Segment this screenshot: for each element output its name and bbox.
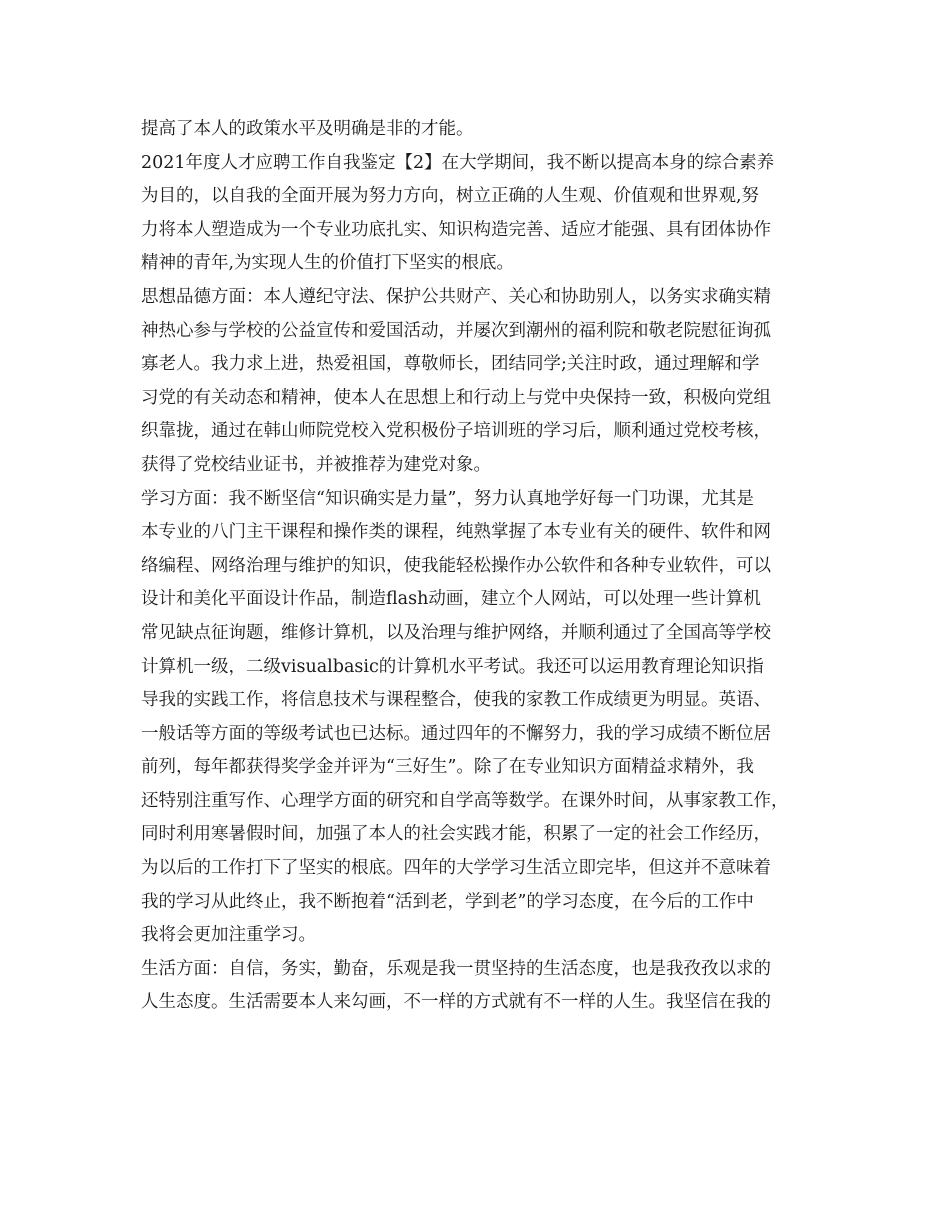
- text-line: 习党的有关动态和精神，使本人在思想上和行动上与党中央保持一致，积极向党组: [141, 387, 771, 408]
- text-line: 本专业的八门主干课程和操作类的课程，纯熟掌握了本专业有关的硬件、软件和网: [141, 522, 771, 543]
- text-line: 我将会更加注重学习。: [141, 925, 316, 946]
- text-line: 导我的实践工作，将信息技术与课程整合，使我的家教工作成绩更为明显。英语、: [141, 690, 771, 711]
- text-line: 我的学习从此终止，我不断抱着“活到老，学到老”的学习态度，在今后的工作中: [141, 891, 754, 912]
- text-line: 设计和美化平面设计作品，制造flash动画，建立个人网站，可以处理一些计算机: [141, 589, 761, 610]
- text-line: 织靠拢，通过在韩山师院党校入党积极份子培训班的学习后，顺利通过党校考核，: [141, 421, 771, 442]
- text-line: 获得了党校结业证书，并被推荐为建党对象。: [141, 454, 491, 475]
- text-line: 人生态度。生活需要本人来勾画，不一样的方式就有不一样的人生。我坚信在我的: [141, 992, 771, 1013]
- text-line: 计算机一级，二级visualbasic的计算机水平考试。我还可以运用教育理论知识指: [141, 656, 764, 677]
- text-line: 常见缺点征询题，维修计算机，以及治理与维护网络，并顺利通过了全国高等学校: [141, 622, 771, 643]
- text-line: 精神的青年,为实现人生的价值打下坚实的根底。: [141, 253, 515, 274]
- text-line: 神热心参与学校的公益宣传和爱国活动，并屡次到潮州的福利院和敬老院慰征询孤: [141, 320, 771, 341]
- text-line: 2021年度人才应聘工作自我鉴定【2】在大学期间，我不断以提高本身的综合素养: [141, 152, 775, 173]
- text-line: 学习方面：我不断坚信“知识确实是力量”，努力认真地学好每一门功课，尤其是: [141, 488, 754, 509]
- text-line: 为目的，以自我的全面开展为努力方向，树立正确的人生观、价值观和世界观,努: [141, 186, 760, 207]
- text-line: 同时利用寒暑假时间，加强了本人的社会实践才能，积累了一定的社会工作经历，: [141, 824, 771, 845]
- text-line: 还特别注重写作、心理学方面的研究和自学高等数学。在课外时间，从事家教工作，: [141, 790, 789, 811]
- text-line: 一般话等方面的等级考试也已达标。通过四年的不懈努力，我的学习成绩不断位居: [141, 723, 771, 744]
- text-line: 思想品德方面：本人遵纪守法、保护公共财产、关心和协助别人，以务实求确实精: [141, 286, 771, 307]
- text-line: 络编程、网络治理与维护的知识，使我能轻松操作办公软件和各种专业软件，可以: [141, 555, 771, 576]
- text-line: 生活方面：自信，务实，勤奋，乐观是我一贯坚持的生活态度，也是我孜孜以求的: [141, 958, 771, 979]
- text-line: 前列，每年都获得奖学金并评为“三好生”。除了在专业知识方面精益求精外，我: [141, 757, 754, 778]
- text-line: 寡老人。我力求上进，热爱祖国，尊敬师长，团结同学;关注时政，通过理解和学: [141, 354, 760, 375]
- text-line: 力将本人塑造成为一个专业功底扎实、知识构造完善、适应才能强、具有团体协作: [141, 219, 771, 240]
- text-line: 提高了本人的政策水平及明确是非的才能。: [141, 119, 474, 139]
- document-body: [141, 113, 821, 1020]
- text-line: 为以后的工作打下了坚实的根底。四年的大学学习生活立即完毕，但这并不意味着: [141, 858, 771, 879]
